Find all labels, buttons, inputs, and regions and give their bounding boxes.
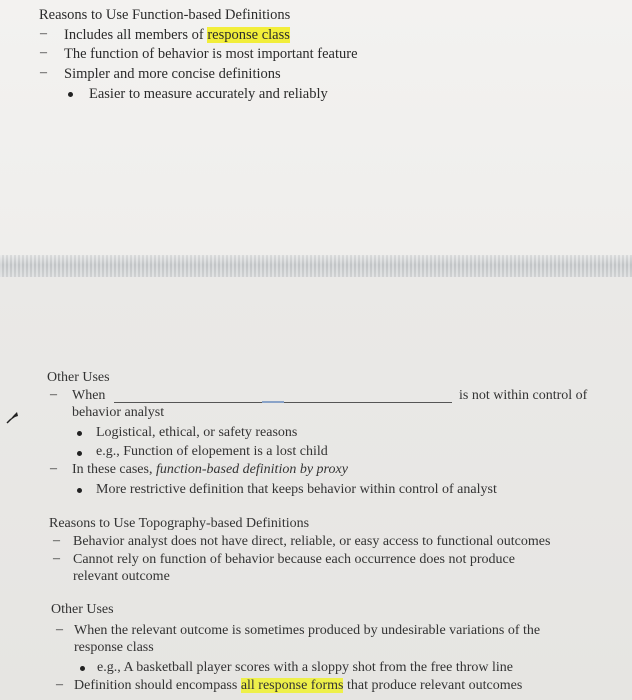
bullet-elopement: e.g., Function of elopement is a lost child (96, 444, 328, 459)
topography-item-cannot-rely-cont: relevant outcome (73, 569, 170, 584)
when-continuation: behavior analyst (72, 405, 165, 420)
when-label: When (72, 388, 106, 403)
bullet-logistical: Logistical, ethical, or safety reasons (96, 425, 298, 440)
response-forms-text: Definition should encompass (74, 678, 241, 693)
dash-marker: – (56, 622, 63, 637)
list-item-response-class (64, 26, 290, 44)
other-uses-item-response-forms (74, 677, 522, 695)
section-heading-topography-reasons: Reasons to Use Topography-based Definitions (49, 516, 310, 531)
list-item-text: Includes all members of (64, 27, 208, 43)
section-heading-function-reasons: Reasons to Use Function-based Definitions (39, 7, 291, 23)
other-uses-heading-2: Other Uses (51, 602, 114, 617)
list-item-function-important: The function of behavior is most important feature (64, 46, 358, 62)
topography-item-cannot-rely: Cannot rely on function of behavior because each occurrence does not produce (73, 552, 515, 567)
sub-bullet-measure: Easier to measure accurately and reliably (89, 86, 328, 102)
other-uses-heading-1: Other Uses (47, 370, 110, 385)
blank-mark (262, 401, 284, 403)
dash-marker: – (56, 677, 63, 692)
bullet-marker (77, 451, 82, 456)
highlighted-text: response class (207, 27, 290, 43)
when-tail: is not within control of (459, 388, 588, 403)
bullet-marker (77, 431, 82, 436)
dash-marker: – (40, 26, 47, 41)
highlighted-text: all response forms (240, 678, 344, 693)
bullet-basketball: e.g., A basketball player scores with a sloppy shot from the free throw line (97, 660, 514, 675)
proxy-italic: function-based definition by proxy (155, 462, 348, 477)
page-separator (0, 255, 632, 277)
bullet-marker (77, 488, 82, 493)
dash-marker: – (50, 387, 57, 402)
dash-marker: – (53, 533, 60, 548)
bullet-marker (68, 92, 73, 97)
bullet-marker (80, 666, 85, 671)
dash-marker: – (50, 461, 57, 476)
other-uses-item-variations: When the relevant outcome is sometimes produced by undesirable variations of the (74, 623, 541, 638)
proxy-text: In these cases, (72, 462, 156, 477)
list-item-simpler: Simpler and more concise definitions (64, 66, 281, 82)
proxy-line (72, 461, 348, 479)
dash-marker: – (40, 65, 47, 80)
dash-marker: – (40, 45, 47, 60)
other-uses-item-variations-cont: response class (74, 640, 154, 655)
response-forms-tail: that produce relevant outcomes (343, 678, 523, 693)
topography-item-access: Behavior analyst does not have direct, reliable, or easy access to functional outcomes (73, 534, 551, 549)
pin-icon (6, 410, 20, 424)
bullet-restrictive: More restrictive definition that keeps behavior within control of analyst (96, 482, 497, 497)
dash-marker: – (53, 551, 60, 566)
